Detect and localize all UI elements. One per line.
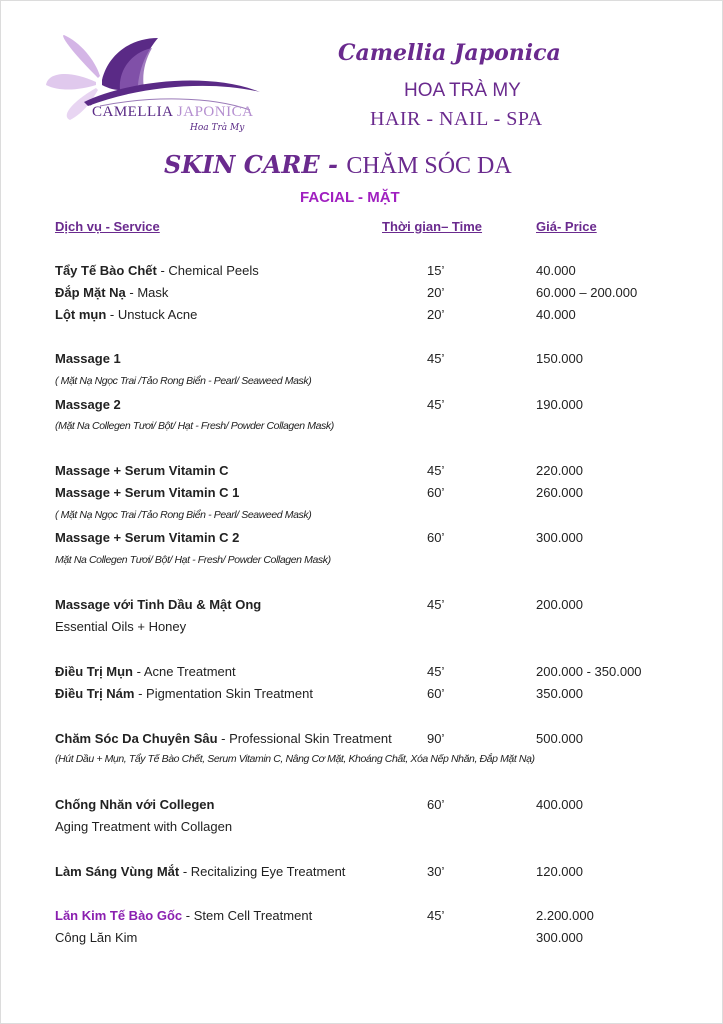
service-note: ( Mặt Nạ Ngọc Trai /Tảo Rong Biển - Pearl/ Seaweed Mask) (55, 375, 312, 387)
service-name: Lột mụn - Unstuck Acne (55, 307, 198, 322)
service-subtitle: Aging Treatment with Collagen (55, 819, 233, 834)
service-name: Massage 1 (55, 351, 121, 366)
brand-name-vietnamese: HOA TRÀ MY (404, 80, 521, 101)
service-time: 90’ (427, 731, 445, 746)
service-price: 260.000 (536, 485, 583, 500)
section-title-en: SKIN CARE - (164, 150, 347, 179)
service-price: 220.000 (536, 463, 583, 478)
service-price: 500.000 (536, 731, 583, 746)
service-name: Massage + Serum Vitamin C 2 (55, 530, 240, 545)
logo-text-main: CAMELLIA (92, 104, 173, 120)
service-name: Điều Trị Nám - Pigmentation Skin Treatment (55, 686, 313, 701)
service-name: Đắp Mặt Nạ - Mask (55, 285, 169, 300)
service-time: 45’ (427, 664, 445, 679)
service-name: Massage + Serum Vitamin C 1 (55, 485, 240, 500)
service-time: 45’ (427, 397, 445, 412)
service-note: (Mặt Na Collegen Tươi/ Bột/ Hạt - Fresh/ Powder Collagen Mask) (55, 420, 334, 432)
service-price: 190.000 (536, 397, 583, 412)
service-subtitle: Essential Oils + Honey (55, 619, 187, 634)
service-time: 45’ (427, 351, 445, 366)
service-name: Massage 2 (55, 397, 121, 412)
service-price: 200.000 - 350.000 (536, 664, 642, 679)
service-price: 300.000 (536, 530, 583, 545)
service-name: Chống Nhăn với Collegen (55, 797, 215, 812)
service-subtitle: Công Lăn Kim (55, 930, 138, 945)
service-name-highlight: Lăn Kim Tế Bào Gốc - Stem Cell Treatment (55, 908, 313, 923)
service-time: 60’ (427, 530, 445, 545)
service-time: 30’ (427, 864, 445, 879)
logo-text (92, 104, 253, 121)
column-header-service: Dịch vụ - Service (55, 219, 160, 234)
column-header-price: Giá- Price (536, 219, 597, 234)
service-price: 150.000 (536, 351, 583, 366)
service-time: 20’ (427, 285, 445, 300)
service-price: 60.000 – 200.000 (536, 285, 638, 300)
service-note: ( Mặt Nạ Ngọc Trai /Tảo Rong Biển - Pearl/ Seaweed Mask) (55, 509, 312, 521)
service-price: 120.000 (536, 864, 583, 879)
service-time: 60’ (427, 686, 445, 701)
service-price: 200.000 (536, 597, 583, 612)
service-note: (Hút Dầu + Mụn, Tẩy Tế Bào Chết, Serum Vitamin C, Nâng Cơ Mặt, Khoáng Chất, Xóa Nếp Nhăn, Đắp Mặt Nạ) (55, 753, 535, 765)
section-title-vn: CHĂM SÓC DA (346, 153, 512, 179)
service-name: Điều Trị Mụn - Acne Treatment (55, 664, 236, 679)
service-time: 45’ (427, 463, 445, 478)
service-time: 60’ (427, 485, 445, 500)
service-name: Tẩy Tế Bào Chết - Chemical Peels (55, 263, 259, 278)
service-name: Làm Sáng Vùng Mắt - Recitalizing Eye Treatment (55, 864, 346, 879)
section-subtitle: FACIAL - MẶT (300, 189, 400, 206)
service-price: 40.000 (536, 307, 576, 322)
service-price: 400.000 (536, 797, 583, 812)
brand-services: HAIR - NAIL - SPA (370, 108, 543, 130)
service-name: Chăm Sóc Da Chuyên Sâu - Professional Skin Treatment (55, 731, 392, 746)
service-name: Massage với Tinh Dầu & Mật Ong (55, 597, 262, 612)
section-title (164, 150, 512, 180)
service-price: 300.000 (536, 930, 583, 945)
column-header-time: Thời gian– Time (382, 219, 483, 234)
service-price: 2.200.000 (536, 908, 594, 923)
service-price: 350.000 (536, 686, 583, 701)
service-note: Mặt Na Collegen Tươi/ Bột/ Hạt - Fresh/ Powder Collagen Mask) (55, 554, 331, 566)
logo-text-light: JAPONICA (176, 104, 254, 120)
service-time: 45’ (427, 908, 445, 923)
service-price: 40.000 (536, 263, 576, 278)
service-time: 60’ (427, 797, 445, 812)
brand-name: Camellia Japonica (338, 40, 561, 66)
service-time: 20’ (427, 307, 445, 322)
service-time: 15’ (427, 263, 445, 278)
service-time: 45’ (427, 597, 445, 612)
service-name: Massage + Serum Vitamin C (55, 463, 229, 478)
logo-subtext: Hoa Trà My (190, 123, 245, 133)
